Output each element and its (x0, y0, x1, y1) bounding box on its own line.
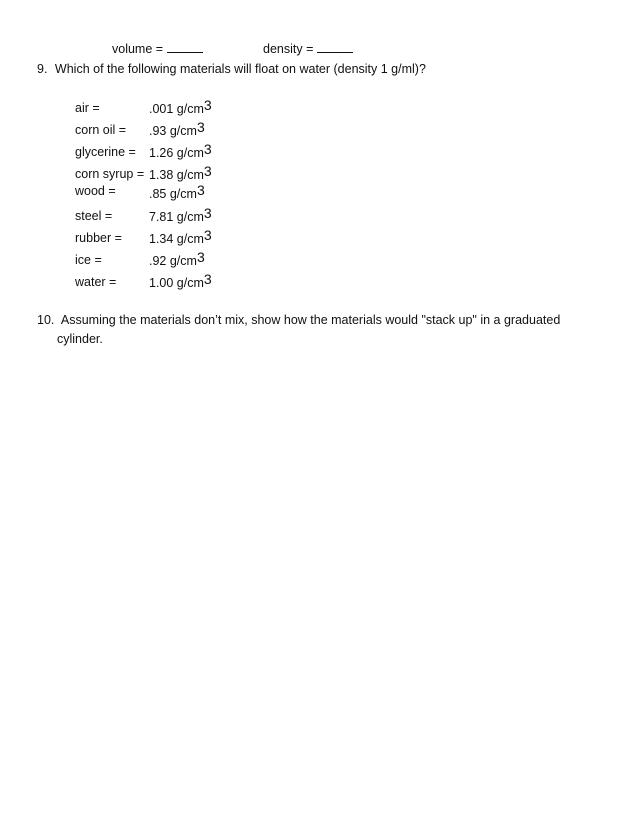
material-name: air = (75, 101, 100, 115)
material-density: .001 g/cm3 (149, 97, 212, 116)
material-name: water = (75, 275, 117, 289)
density-prompt (263, 41, 353, 57)
material-density: 1.00 g/cm3 (149, 271, 212, 290)
question-9-number: 9. (37, 62, 48, 76)
question-10-line2: cylinder. (57, 332, 103, 346)
question-9 (37, 61, 426, 77)
material-name: glycerine = (75, 145, 136, 159)
material-name: steel = (75, 209, 113, 223)
volume-blank[interactable] (167, 41, 203, 53)
material-name: ice = (75, 253, 102, 267)
material-density: .93 g/cm3 (149, 119, 205, 138)
material-density: 1.26 g/cm3 (149, 141, 212, 160)
material-density: 1.38 g/cm3 (149, 163, 212, 182)
material-density: 1.34 g/cm3 (149, 227, 212, 246)
question-9-text: Which of the following materials will float on water (density 1 g/ml)? (54, 62, 426, 76)
volume-label: volume = (112, 42, 164, 56)
question-10-number: 10. (37, 313, 55, 327)
material-name: wood = (75, 184, 116, 198)
material-density: .92 g/cm3 (149, 249, 205, 268)
material-density: 7.81 g/cm3 (149, 205, 212, 224)
material-name: rubber = (75, 231, 122, 245)
question-10-line1: Assuming the materials don’t mix, show how the materials would "stack up" in a graduated (60, 313, 561, 327)
question-10 (37, 312, 560, 328)
material-name: corn syrup = (75, 167, 145, 181)
density-blank[interactable] (317, 41, 353, 53)
material-name: corn oil = (75, 123, 127, 137)
density-label: density = (263, 42, 314, 56)
material-density: .85 g/cm3 (149, 182, 205, 201)
volume-prompt (112, 41, 203, 57)
